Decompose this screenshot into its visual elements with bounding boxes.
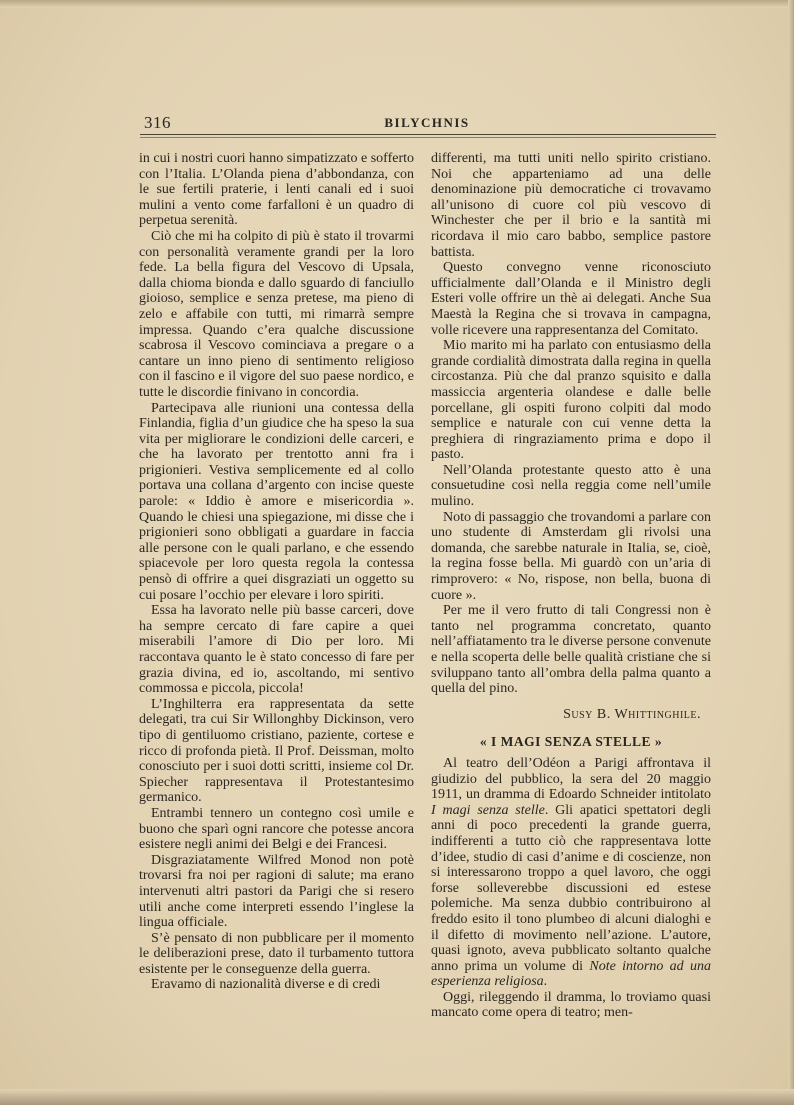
text-run: . Gli apatici spettatori degli anni di poco precedenti la grande guerra, indifferenti a tutto ciò che rappresentava lotte d’idee, studio di casi d’anime e di coscienze, non si interessarono troppo a quel lavoro, che oggi forse solleverebbe discussioni ed estese polemiche. Ma senza dubbio contribuirono al freddo esito il tono plumbeo di alcuni dialoghi e il difetto di movimento nell’azione. L’autore, quasi ignoto, aveva pubblicato soltanto qualche anno prima un volume di <box>431 802 711 974</box>
page-number: 316 <box>144 113 171 132</box>
paragraph: Partecipava alle riunioni una contessa della Finlandia, figlia d’un giudice che ha speso la sua vita per migliorare le condizioni delle carceri, e che ha lavorato per trentotto anni fra i prigionieri. Vestiva semplicemente ed al collo portava una collana d’argento con incise queste parole: « Iddio è amore e misericordia ». Quando le chiesi una spiegazione, mi disse che i prigionieri sono obbligati a guardare in faccia alle persone con le quali parlano, e che essendo spiacevole per loro questa regola la contessa pensò di offrire a quei disgraziati un oggetto su cui posare l’occhio per elevare i loro spiriti. <box>139 400 414 603</box>
paragraph <box>431 756 711 990</box>
author-signature: Susy B. Whittinghile. <box>563 706 701 722</box>
page-right-edge <box>788 0 794 1105</box>
paragraph: L’Inghilterra era rappresentata da sette delegati, tra cui Sir Willonghby Dickinson, vero tipo di gentiluomo cristiano, paziente, cortese e ricco di profonda pietà. Il Prof. Deissman, molto conosciuto per i suoi dotti scritti, insieme col Dr. Spiecher rappresentava il Protestantesimo germanico. <box>139 696 414 806</box>
paragraph: differenti, ma tutti uniti nello spirito cristiano. Noi che apparteniamo ad una delle denominazione più democratiche ci trovavamo all’unisono di cuore col più vescovo di Winchester che per il brio e la santità mi ricordava il mio caro babbo, semplice pastore battista. <box>431 151 711 260</box>
paragraph: in cui i nostri cuori hanno simpatizzato e sofferto con l’Italia. L’Olanda piena d’abbondanza, con le sue fertili praterie, i lenti canali ed i suoi mulini a vento come farfalloni è un quadro di perpetua serenità. <box>139 151 415 229</box>
left-column <box>139 151 414 993</box>
page-bottom-edge <box>0 1089 794 1105</box>
paragraph: Essa ha lavorato nelle più basse carceri, dove ha sempre cercato di fare capire a quei miserabili l’amore di Dio per loro. Mi raccontava quanto le è stato concesso di fare per grazia divina, ed io, ascoltando, mi sentivo commossa e piccola, piccola! <box>139 603 414 697</box>
right-column <box>431 151 711 1021</box>
paragraph: Oggi, rileggendo il dramma, lo troviamo quasi mancato come opera di teatro; men- <box>431 989 711 1021</box>
play-title: I magi senza stelle <box>431 802 545 818</box>
paragraph: S’è pensato di non pubblicare per il momento le deliberazioni prese, dato il turbamento tuttora esistente per le conseguenze della guerra. <box>139 930 414 977</box>
page-top-edge <box>0 0 794 8</box>
paragraph: Noto di passaggio che trovandomi a parlare con uno studente di Amsterdam gli rivolsi una domanda, che sarebbe naturale in Italia, se, cioè, la regina fosse bella. Mi guardò con un’aria di rimprovero: « No, rispose, non bella, buona di cuore ». <box>431 509 711 603</box>
paragraph: Per me il vero frutto di tali Congressi non è tanto nel programma concretato, quanto nell’affiatamento tra le diverse persone convenute e nella scoperta delle belle qualità cristiane che si sviluppano tanto all’ombra della palma quanto a quella del pino. <box>431 603 712 697</box>
paragraph: Mio marito mi ha parlato con entusiasmo della grande cordialità dimostrata dalla regina in quella circostanza. Più che dal pranzo squisito e dalla massiccia argenteria olandese e dalle belle porcellane, gli ospiti furono colpiti dal modo semplice e naturale con cui venne detta la preghiera di ringraziamento prima e dopo il pasto. <box>431 338 711 463</box>
paragraph: Entrambi tennero un contegno così umile e buono che sparì ogni rancore che potesse ancora esistere negli animi dei Belgi e dei Francesi. <box>139 805 414 853</box>
text-run: Al teatro dell’Odéon a Parigi affrontava il giudizio del pubblico, la sera del 20 maggio 1911, un dramma di Edoardo Schneider intitolato <box>431 755 711 803</box>
paragraph: Ciò che mi ha colpito di più è stato il trovarmi con personalità veramente grandi per la loro fede. La bella figura del Vescovo di Upsala, dalla chioma bionda e dallo sguardo di fanciullo gioioso, semplice e senza pretese, ma pieno di zelo e affabile con tutti, mi rimarrà sempre impressa. Quando c’era qualche discussione scabrosa il Vescovo cominciava a pregare o a cantare un inno pieno di sentimento religioso con il fascino e il vigore del suo paese nordico, e tutte le discordie finivano in concordia. <box>139 228 414 400</box>
paragraph: Questo convegno venne riconosciuto ufficialmente dall’Olanda e il Ministro degli Esteri volle offrire un thè ai delegati. Anche Sua Maestà la Regina che si trovava in campagna, volle ricevere una rappresentanza del Comitato. <box>431 260 711 338</box>
paragraph: Eravamo di nazionalità diverse e di credi <box>151 977 381 993</box>
header-rule-thin <box>140 137 716 138</box>
book-title: Note intorno ad una esperienza religiosa <box>431 958 712 990</box>
paragraph: Nell’Olanda protestante questo atto è una consuetudine così nella reggia come nell’umile mulino. <box>431 462 711 510</box>
section-title: « I MAGI SENZA STELLE » <box>479 734 663 750</box>
paragraph: Disgraziatamente Wilfred Monod non potè trovarsi fra noi per ragioni di salute; ma erano intervenuti altri pastori da Parigi che si resero utili anche come interpreti essendo l’inglese la lingua officiale. <box>139 852 414 931</box>
running-title: BILYCHNIS <box>384 115 470 130</box>
header-rule <box>140 134 716 135</box>
text-run: . <box>543 974 548 990</box>
